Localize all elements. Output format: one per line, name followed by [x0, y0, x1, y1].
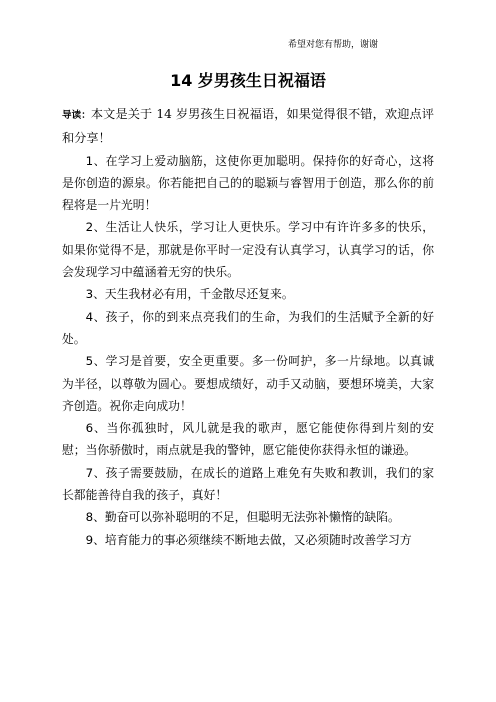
paragraph-5: 5、学习是首要，安全更重要。多一份呵护，多一片绿地。以真诚为半径，以尊敬为圆心。要想成绩好，动手又动脑，要想环境美，大家齐创造。祝你走向成功！: [62, 354, 434, 413]
intro-text: 本文是关于 14 岁男孩生日祝福语，如果觉得很不错，欢迎点评和分享！: [62, 107, 434, 146]
paragraph-3: 3、天生我材必有用，千金散尽还复来。: [85, 287, 294, 302]
document-title: 14 岁男孩生日祝福语: [170, 71, 326, 90]
header-note: 希望对您有帮助，谢谢: [288, 40, 379, 50]
intro-paragraph: [62, 103, 434, 150]
intro-label: 导读：: [62, 110, 91, 121]
paragraph-7: 7、孩子需要鼓励，在成长的道路上难免有失败和教训，我们的家长都能善待自我的孩子，真好！: [62, 465, 434, 503]
paragraph-9: 9、培育能力的事必须继续不断地去做，又必须随时改善学习方: [85, 532, 412, 547]
paragraph-6: 6、当你孤独时，风儿就是我的歌声，愿它能使你得到片刻的安慰；当你骄傲时，雨点就是我的警钟，愿它能使你获得永恒的谦逊。: [62, 421, 434, 458]
document-body: [62, 103, 434, 551]
paragraph-8: 8、勤奋可以弥补聪明的不足，但聪明无法弥补懒惰的缺陷。: [85, 510, 400, 525]
paragraph-2: 2、生活让人快乐，学习让人更快乐。学习中有许许多多的快乐，如果你觉得不是，那就是你平时一定没有认真学习，认真学习的话，你会发现学习中蕴涵着无穷的快乐。: [62, 220, 434, 280]
paragraph-1: 1、在学习上爱动脑筋，这使你更加聪明。保持你的好奇心，这将是你创造的源泉。你若能把自己的的聪颖与睿智用于创造，那么你的前程将是一片光明！: [62, 153, 434, 213]
paragraph-4: 4、孩子，你的到来点亮我们的生命，为我们的生活赋予全新的好处。: [62, 309, 434, 346]
